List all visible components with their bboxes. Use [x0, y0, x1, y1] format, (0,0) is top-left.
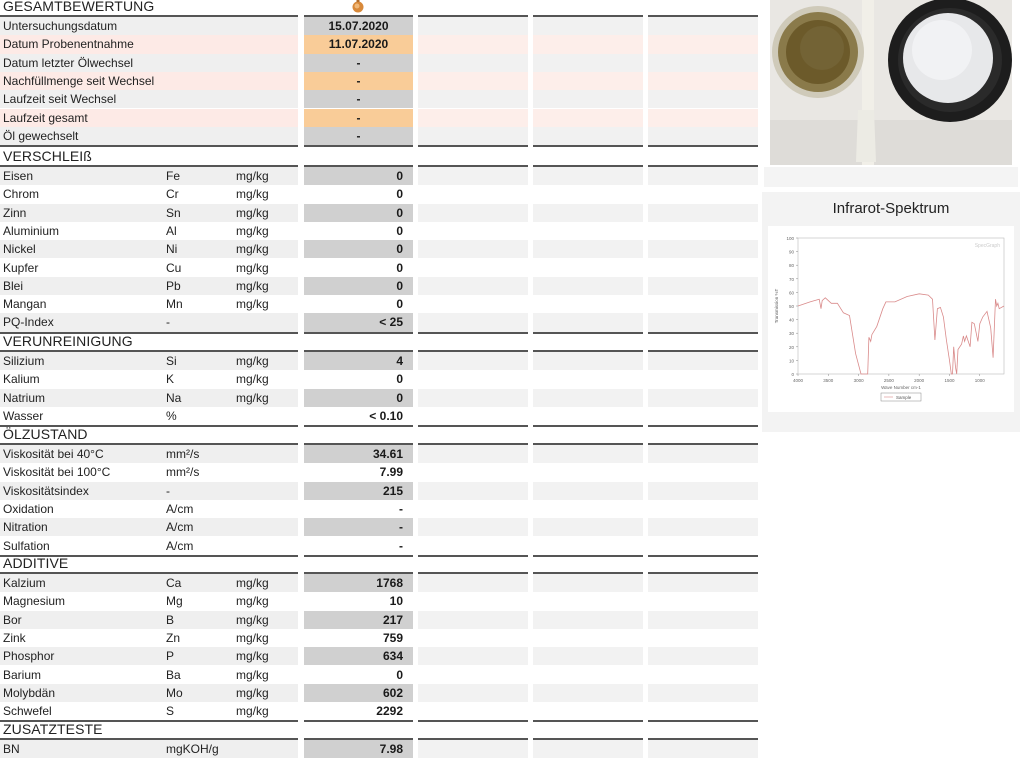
svg-text:1500: 1500 — [944, 378, 955, 383]
history-cell-2 — [533, 90, 643, 108]
history-cell-3 — [648, 313, 758, 331]
history-cell-1 — [418, 684, 528, 702]
parameter-value: 0 — [396, 297, 403, 312]
parameter-value: 7.99 — [379, 465, 403, 480]
svg-text:2000: 2000 — [914, 378, 925, 383]
history-cell-1 — [418, 370, 528, 388]
parameter-value: 0 — [396, 372, 403, 387]
parameter-symbol: Mo — [166, 685, 183, 700]
parameter-value: < 0.10 — [369, 408, 403, 423]
history-cell-3 — [648, 666, 758, 684]
history-cell-3 — [648, 185, 758, 203]
parameter-label: Aluminium — [3, 223, 60, 238]
history-cell-1 — [418, 629, 528, 647]
history-cell-1 — [418, 17, 528, 35]
table-row — [0, 167, 760, 185]
table-row — [0, 204, 760, 222]
parameter-label: Viskosität bei 100°C — [3, 465, 111, 480]
history-cell-3 — [648, 204, 758, 222]
parameter-label: Oxidation — [3, 501, 54, 516]
parameter-label: Kalium — [3, 372, 40, 387]
parameter-unit: mg/kg — [236, 354, 269, 368]
history-cell-1 — [418, 518, 528, 536]
history-cell-2 — [533, 611, 643, 629]
history-cell-2 — [533, 518, 643, 536]
parameter-value: - — [304, 127, 413, 145]
parameter-unit: mg/kg — [236, 576, 269, 590]
history-cell-2 — [533, 54, 643, 72]
table-row — [0, 611, 760, 629]
parameter-symbol: B — [166, 612, 175, 627]
parameter-label: Datum letzter Ölwechsel — [3, 55, 134, 70]
parameter-symbol: Ni — [166, 242, 178, 257]
parameter-value: - — [304, 518, 413, 536]
parameter-label: Molybdän — [3, 685, 56, 700]
parameter-label: Sulfation — [3, 538, 50, 553]
table-row — [0, 54, 760, 72]
parameter-value: 759 — [382, 630, 403, 645]
history-cell-2 — [533, 204, 643, 222]
parameter-label: Öl gewechselt — [3, 128, 79, 143]
history-cell-2 — [533, 702, 643, 720]
svg-text:70: 70 — [788, 276, 794, 282]
history-cell-2 — [533, 629, 643, 647]
history-cell-1 — [418, 702, 528, 720]
history-cell-2 — [533, 277, 643, 295]
history-cell-2 — [533, 240, 643, 258]
history-cell-2 — [533, 482, 643, 500]
parameter-label: Schwefel — [3, 704, 52, 719]
parameter-symbol: Al — [166, 223, 177, 238]
history-cell-3 — [648, 574, 758, 592]
ir-spectrum-plot — [768, 226, 1014, 412]
parameter-value: 0 — [396, 187, 403, 202]
history-cell-3 — [648, 90, 758, 108]
parameter-unit: mg/kg — [236, 704, 269, 719]
table-row — [0, 500, 760, 518]
parameter-symbol: Cr — [166, 187, 179, 202]
parameter-unit: mg/kg — [236, 372, 269, 387]
parameter-symbol: Ca — [166, 576, 182, 590]
parameter-value: 0 — [304, 240, 413, 258]
parameter-unit: mg/kg — [236, 612, 269, 627]
table-row — [0, 185, 760, 203]
table-row — [0, 222, 760, 240]
parameter-label: Nitration — [3, 520, 48, 535]
svg-text:1000: 1000 — [974, 378, 985, 383]
table-row — [0, 647, 760, 665]
svg-text:0: 0 — [791, 372, 794, 377]
parameter-unit: mg/kg — [236, 649, 269, 664]
parameter-unit: mg/kg — [236, 242, 269, 257]
history-cell-1 — [418, 240, 528, 258]
history-cell-1 — [418, 666, 528, 684]
parameter-value: 215 — [304, 482, 413, 500]
parameter-value: 15.07.2020 — [304, 17, 413, 35]
history-cell-1 — [418, 407, 528, 425]
parameter-unit: mg/kg — [236, 685, 269, 700]
history-cell-3 — [648, 482, 758, 500]
svg-text:50: 50 — [788, 304, 794, 309]
parameter-label: BN — [3, 742, 20, 756]
parameter-label: Silizium — [3, 354, 45, 368]
history-cell-1 — [418, 277, 528, 295]
section-title: ÖLZUSTAND — [3, 426, 88, 442]
parameter-value: 1768 — [304, 574, 413, 592]
history-cell-2 — [533, 463, 643, 481]
history-cell-1 — [418, 90, 528, 108]
history-cell-1 — [418, 185, 528, 203]
parameter-label: Phosphor — [3, 649, 55, 664]
history-cell-2 — [533, 352, 643, 370]
parameter-value: 0 — [304, 389, 413, 407]
history-cell-3 — [648, 500, 758, 518]
parameter-unit: mg/kg — [236, 260, 269, 275]
parameter-value: - — [304, 90, 413, 108]
parameter-unit: mg/kg — [236, 667, 269, 682]
row-background — [0, 407, 298, 425]
history-cell-1 — [418, 109, 528, 127]
svg-text:Sample: Sample — [896, 395, 912, 400]
parameter-label: Nickel — [3, 242, 36, 257]
history-cell-2 — [533, 647, 643, 665]
history-cell-3 — [648, 740, 758, 758]
parameter-unit: mg/kg — [236, 205, 269, 220]
history-cell-3 — [648, 407, 758, 425]
history-cell-3 — [648, 647, 758, 665]
section-header-overall — [0, 0, 760, 14]
parameter-value: 0 — [304, 204, 413, 222]
parameter-symbol: K — [166, 372, 175, 387]
parameter-symbol: Mg — [166, 594, 183, 609]
svg-text:20: 20 — [788, 344, 794, 350]
svg-text:90: 90 — [788, 249, 794, 255]
parameter-symbol: mm²/s — [166, 447, 200, 461]
svg-text:40: 40 — [788, 317, 794, 323]
table-row — [0, 482, 760, 500]
section-title: VERUNREINIGUNG — [3, 333, 133, 349]
history-cell-1 — [418, 500, 528, 518]
history-cell-1 — [418, 740, 528, 758]
history-cell-3 — [648, 611, 758, 629]
table-row — [0, 518, 760, 536]
parameter-symbol: mgKOH/g — [166, 742, 219, 756]
history-cell-1 — [418, 127, 528, 145]
parameter-label: Kupfer — [3, 260, 39, 275]
section-title: VERSCHLEIß — [3, 148, 92, 164]
parameter-label: Bor — [3, 612, 22, 627]
svg-text:10: 10 — [788, 358, 794, 364]
parameter-value: 0 — [396, 260, 403, 275]
parameter-label: Eisen — [3, 169, 34, 183]
parameter-value: < 25 — [304, 313, 413, 331]
history-cell-3 — [648, 240, 758, 258]
history-cell-2 — [533, 370, 643, 388]
parameter-value: 34.61 — [304, 445, 413, 463]
history-cell-3 — [648, 702, 758, 720]
parameter-symbol: Zn — [166, 630, 181, 645]
parameter-value: - — [399, 501, 403, 516]
section-header-wear — [0, 146, 760, 164]
parameter-symbol: Na — [166, 390, 182, 405]
parameter-symbol: - — [166, 315, 170, 330]
table-row — [0, 629, 760, 647]
parameter-symbol: % — [166, 408, 177, 423]
parameter-symbol: - — [166, 483, 170, 498]
history-cell-3 — [648, 295, 758, 313]
bronze-medal-icon — [351, 0, 365, 13]
parameter-symbol: Ba — [166, 667, 181, 682]
history-cell-2 — [533, 684, 643, 702]
parameter-value: - — [399, 538, 403, 553]
parameter-value: 2292 — [376, 704, 403, 719]
table-row — [0, 127, 760, 145]
table-row — [0, 389, 760, 407]
parameter-unit: mg/kg — [236, 630, 269, 645]
history-cell-1 — [418, 259, 528, 277]
parameter-label: Viskosität bei 40°C — [3, 447, 104, 461]
parameter-symbol: A/cm — [166, 501, 194, 516]
section-title: ZUSATZTESTE — [3, 721, 103, 737]
table-row — [0, 407, 760, 425]
table-row — [0, 666, 760, 684]
section-header-extra-tests — [0, 719, 760, 737]
parameter-value: 10 — [389, 594, 403, 609]
history-cell-2 — [533, 313, 643, 331]
svg-text:80: 80 — [788, 263, 794, 269]
parameter-unit: mg/kg — [236, 169, 269, 183]
parameter-label: Blei — [3, 278, 24, 293]
history-cell-2 — [533, 259, 643, 277]
history-cell-1 — [418, 463, 528, 481]
history-cell-1 — [418, 445, 528, 463]
history-cell-3 — [648, 72, 758, 90]
parameter-label: Datum Probenentnahme — [3, 37, 134, 52]
table-row — [0, 370, 760, 388]
history-cell-1 — [418, 647, 528, 665]
history-cell-1 — [418, 352, 528, 370]
svg-text:100: 100 — [786, 236, 794, 241]
history-cell-2 — [533, 109, 643, 127]
parameter-label: Untersuchungsdatum — [3, 19, 118, 33]
history-cell-2 — [533, 740, 643, 758]
history-cell-2 — [533, 167, 643, 185]
history-cell-2 — [533, 500, 643, 518]
ir-spectrum-title: Infrarot-Spektrum — [832, 200, 950, 217]
parameter-unit: mg/kg — [236, 187, 269, 202]
history-cell-2 — [533, 72, 643, 90]
parameter-value: 0 — [304, 167, 413, 185]
history-cell-3 — [648, 222, 758, 240]
table-row — [0, 259, 760, 277]
parameter-symbol: Fe — [166, 169, 181, 183]
history-cell-2 — [533, 389, 643, 407]
history-cell-2 — [533, 127, 643, 145]
section-header-contamination — [0, 331, 760, 349]
photo-caption-area — [764, 167, 1018, 187]
table-row — [0, 445, 760, 463]
parameter-value: 7.98 — [304, 740, 413, 758]
parameter-label: Wasser — [3, 408, 44, 423]
parameter-label: Viskositätsindex — [3, 483, 89, 498]
parameter-unit: mg/kg — [236, 594, 269, 609]
svg-text:Wave Number cm-1: Wave Number cm-1 — [881, 385, 921, 390]
history-cell-3 — [648, 17, 758, 35]
table-row — [0, 684, 760, 702]
history-cell-1 — [418, 482, 528, 500]
history-cell-3 — [648, 463, 758, 481]
table-row — [0, 352, 760, 370]
history-cell-3 — [648, 277, 758, 295]
section-header-additives — [0, 553, 760, 571]
parameter-symbol: A/cm — [166, 538, 194, 553]
parameter-unit: mg/kg — [236, 278, 269, 293]
parameter-symbol: Pb — [166, 278, 181, 293]
parameter-label: Laufzeit seit Wechsel — [3, 92, 117, 107]
history-cell-1 — [418, 35, 528, 53]
history-cell-1 — [418, 72, 528, 90]
parameter-symbol: P — [166, 649, 175, 664]
table-row — [0, 109, 760, 127]
table-row — [0, 72, 760, 90]
parameter-symbol: Si — [166, 354, 177, 368]
table-row — [0, 740, 760, 758]
history-cell-1 — [418, 295, 528, 313]
history-cell-1 — [418, 389, 528, 407]
parameter-unit: mg/kg — [236, 297, 269, 312]
parameter-value: - — [304, 72, 413, 90]
parameter-value: 4 — [304, 352, 413, 370]
ir-spectrum-panel — [762, 192, 1020, 432]
history-cell-1 — [418, 611, 528, 629]
svg-text:Transmission %T: Transmission %T — [774, 288, 779, 324]
parameter-value: 634 — [304, 647, 413, 665]
parameter-value: 11.07.2020 — [304, 35, 413, 53]
history-cell-2 — [533, 222, 643, 240]
parameter-label: Barium — [3, 667, 42, 682]
history-cell-2 — [533, 592, 643, 610]
history-cell-3 — [648, 370, 758, 388]
parameter-label: Natrium — [3, 390, 46, 405]
parameter-label: PQ-Index — [3, 315, 54, 330]
table-row — [0, 35, 760, 53]
history-cell-1 — [418, 313, 528, 331]
parameter-unit: mg/kg — [236, 223, 269, 238]
history-cell-1 — [418, 222, 528, 240]
history-cell-3 — [648, 109, 758, 127]
history-cell-1 — [418, 167, 528, 185]
svg-text:3000: 3000 — [853, 378, 864, 383]
svg-text:2500: 2500 — [883, 378, 894, 383]
history-cell-1 — [418, 54, 528, 72]
table-row — [0, 17, 760, 35]
history-cell-1 — [418, 204, 528, 222]
history-cell-3 — [648, 445, 758, 463]
parameter-symbol: S — [166, 704, 175, 719]
row-background — [0, 740, 298, 758]
history-cell-3 — [648, 684, 758, 702]
history-cell-2 — [533, 666, 643, 684]
history-cell-3 — [648, 518, 758, 536]
parameter-label: Zink — [3, 630, 26, 645]
parameter-label: Magnesium — [3, 594, 66, 609]
parameter-value: 217 — [304, 611, 413, 629]
parameter-symbol: Cu — [166, 260, 182, 275]
parameter-unit: mg/kg — [236, 390, 269, 405]
svg-text:30: 30 — [788, 331, 794, 337]
history-cell-3 — [648, 259, 758, 277]
parameter-symbol: Mn — [166, 297, 183, 312]
sample-photo-image — [770, 0, 1012, 165]
history-cell-3 — [648, 629, 758, 647]
table-row — [0, 277, 760, 295]
history-cell-2 — [533, 17, 643, 35]
parameter-symbol: A/cm — [166, 520, 194, 535]
history-cell-2 — [533, 407, 643, 425]
parameter-label: Nachfüllmenge seit Wechsel — [3, 73, 155, 88]
table-row — [0, 295, 760, 313]
table-row — [0, 702, 760, 720]
table-row — [0, 313, 760, 331]
sample-photo — [770, 0, 1012, 165]
svg-text:4000: 4000 — [792, 378, 804, 383]
history-cell-3 — [648, 592, 758, 610]
history-cell-3 — [648, 167, 758, 185]
table-row — [0, 463, 760, 481]
parameter-label: Chrom — [3, 187, 40, 202]
parameter-symbol: mm²/s — [166, 465, 200, 480]
section-header-oil-condition — [0, 424, 760, 442]
section-title: ADDITIVE — [3, 555, 69, 571]
parameter-value: 0 — [396, 667, 403, 682]
history-cell-1 — [418, 574, 528, 592]
parameter-value: - — [304, 109, 413, 127]
parameter-label: Kalzium — [3, 576, 46, 590]
svg-text:60: 60 — [788, 290, 794, 296]
history-cell-3 — [648, 54, 758, 72]
history-cell-2 — [533, 445, 643, 463]
parameter-value: 602 — [304, 684, 413, 702]
parameter-label: Zinn — [3, 205, 27, 220]
table-row — [0, 592, 760, 610]
history-cell-3 — [648, 127, 758, 145]
parameter-value: - — [304, 54, 413, 72]
history-cell-3 — [648, 35, 758, 53]
parameter-label: Laufzeit gesamt — [3, 110, 88, 125]
history-cell-2 — [533, 35, 643, 53]
parameter-value: 0 — [396, 223, 403, 238]
parameter-value: 0 — [304, 277, 413, 295]
history-cell-3 — [648, 389, 758, 407]
history-cell-2 — [533, 295, 643, 313]
ir-spectrum-chart — [768, 226, 1014, 412]
history-cell-2 — [533, 185, 643, 203]
parameter-label: Mangan — [3, 297, 47, 312]
parameter-symbol: Sn — [166, 205, 181, 220]
table-row — [0, 574, 760, 592]
table-row — [0, 90, 760, 108]
section-title: GESAMTBEWERTUNG — [3, 0, 155, 14]
history-cell-2 — [533, 574, 643, 592]
history-cell-3 — [648, 352, 758, 370]
svg-text:SpecGraph: SpecGraph — [974, 243, 1000, 249]
svg-text:3500: 3500 — [823, 378, 834, 383]
table-row — [0, 240, 760, 258]
history-cell-1 — [418, 592, 528, 610]
